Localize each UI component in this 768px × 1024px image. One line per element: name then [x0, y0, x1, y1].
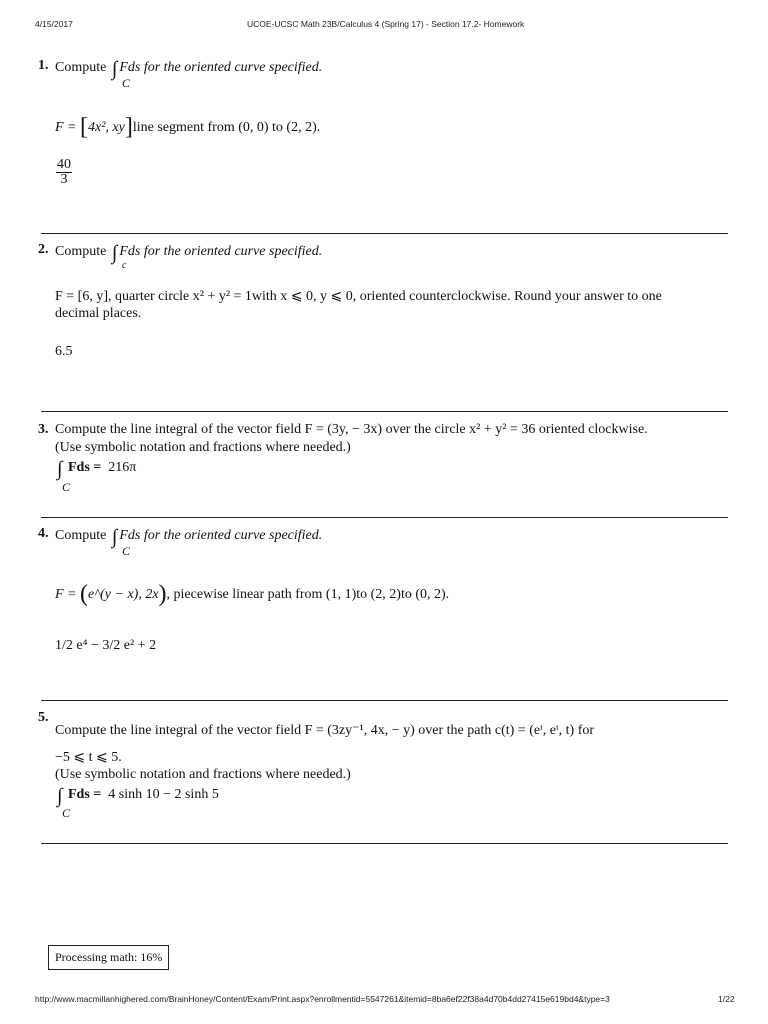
vector-field: F = (e^(y − x), 2x), piecewise linear path from (1, 1)to (2, 2)to (0, 2). — [55, 581, 450, 607]
integral-subscript: C — [62, 480, 71, 494]
problem-number: 3. — [38, 422, 49, 437]
answer — [55, 158, 73, 187]
parameter-range: −5 ⩽ t ⩽ 5. — [55, 750, 122, 765]
problem-number: 2. — [38, 242, 49, 257]
problem-4 — [38, 524, 728, 684]
answer: 216π — [108, 460, 137, 475]
answer: 4 sinh 10 − 2 sinh 5 — [108, 787, 219, 802]
problem-prompt: Compute ∫ Fds for the oriented curve specified. — [55, 526, 323, 548]
divider — [41, 411, 728, 412]
instructions: (Use symbolic notation and fractions where needed.) — [55, 440, 351, 455]
problem-statement: Compute the line integral of the vector field F = (3y, − 3x) over the circle x² + y² = 36 oriented clockwise. — [55, 422, 648, 437]
integral-subscript: c — [122, 260, 127, 271]
integrand: Fds for the oriented curve specified. — [119, 60, 323, 75]
problem-number: 5. — [38, 710, 49, 725]
integrand: Fds = — [67, 460, 102, 475]
field-components: 4x², xy — [88, 120, 125, 135]
integral-sign-icon: ∫ — [111, 242, 118, 264]
integral-sign-icon: ∫ — [57, 458, 63, 480]
integral-subscript: C — [62, 806, 71, 820]
answer: 1/2 e⁴ − 3/2 e² + 2 — [55, 638, 157, 653]
answer-numerator: 40 — [57, 157, 71, 172]
problem-statement: F = [6, y], quarter circle x² + y² = 1with x ⩽ 0, y ⩽ 0, oriented counterclockwise. Round your answer to one — [55, 289, 662, 304]
vector-field: F = [4x², xy]line segment from (0, 0) to (2, 2). — [55, 114, 321, 140]
problem-statement: Compute the line integral of the vector field F = (3zy⁻¹, 4x, − y) over the path c(t) = (eᵗ, eᵗ, t) for — [55, 723, 595, 738]
problem-prompt: Compute ∫ Fds for the oriented curve specified. — [55, 58, 323, 80]
processing-math-status: Processing math: 16% — [48, 945, 169, 970]
divider — [41, 233, 728, 234]
answer-row — [55, 785, 219, 808]
curve-description: , piecewise linear path from (1, 1)to (2, 2)to (0, 2). — [166, 587, 450, 602]
page-url[interactable]: http://www.macmillanhighered.com/BrainHoney/Content/Exam/Print.aspx?enrollmentid=5547261&itemid=8ba6ef22f38a4d70b4dd27415e619bd4&type=3 — [35, 994, 610, 1004]
answer-denominator: 3 — [60, 172, 68, 187]
divider — [41, 843, 728, 844]
integral-sign-icon: ∫ — [111, 58, 118, 80]
problem-number: 1. — [38, 58, 49, 73]
answer-row — [55, 458, 136, 481]
field-components: e^(y − x), 2x — [88, 587, 159, 602]
integral-sign-icon: ∫ — [111, 526, 118, 548]
curve-description: line segment from (0, 0) to (2, 2). — [132, 120, 321, 135]
integrand: Fds for the oriented curve specified. — [119, 244, 323, 259]
problem-5 — [38, 710, 728, 830]
problem-3 — [38, 420, 728, 510]
divider — [41, 700, 728, 701]
integral-subscript: C — [122, 544, 131, 558]
instructions: (Use symbolic notation and fractions where needed.) — [55, 767, 351, 782]
integrand: Fds for the oriented curve specified. — [119, 528, 323, 543]
integral-sign-icon: ∫ — [57, 785, 63, 807]
print-date: 4/15/2017 — [35, 19, 73, 29]
divider — [41, 517, 728, 518]
problem-prompt: Compute ∫ Fds for the oriented curve specified. — [55, 242, 323, 264]
problem-number: 4. — [38, 526, 49, 541]
integrand: Fds = — [67, 787, 102, 802]
problem-1 — [38, 56, 728, 206]
problem-statement-cont: decimal places. — [55, 306, 142, 321]
answer: 6.5 — [55, 344, 73, 359]
problem-2 — [38, 240, 728, 400]
page-header-title: UCOE-UCSC Math 23B/Calculus 4 (Spring 17) - Section 17.2- Homework — [247, 19, 525, 29]
integral-subscript: C — [122, 76, 131, 90]
page-number: 1/22 — [718, 994, 735, 1004]
